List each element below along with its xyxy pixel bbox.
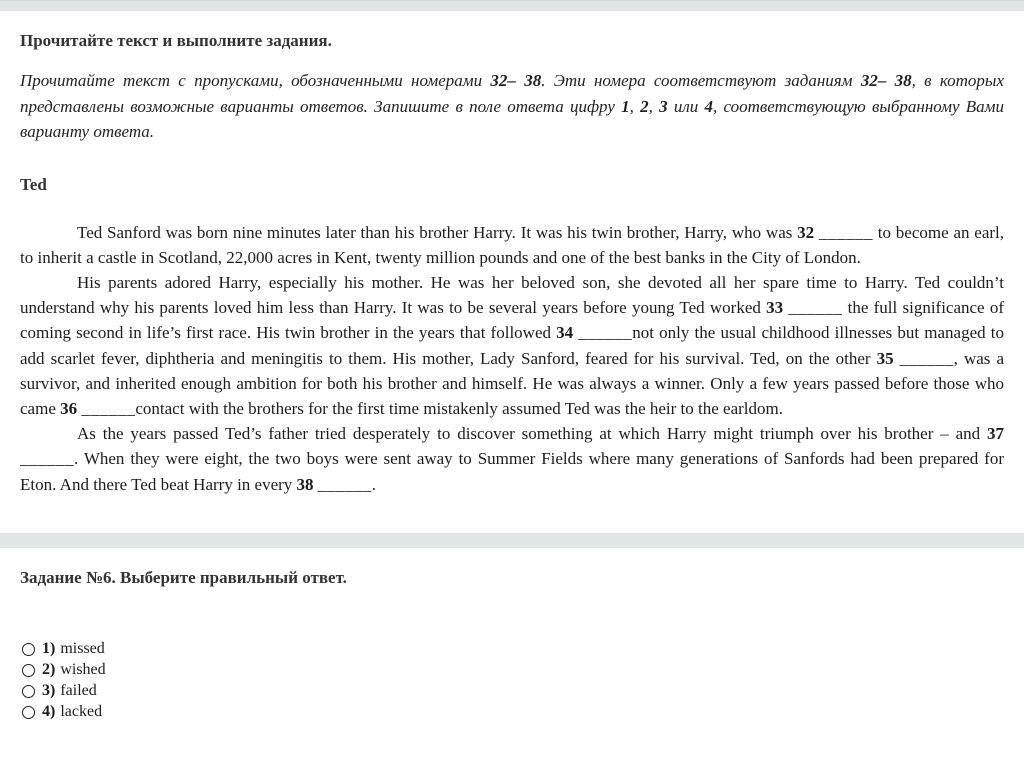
option-label: lacked — [60, 703, 103, 721]
task-instructions — [20, 68, 1004, 145]
option-number: 1) — [42, 640, 56, 658]
text-run: His parents adored Harry, especially his mother. He was her beloved son, she devoted all her spare time to Harry. Ted couldn’t understand why his parents loved him less than Harry. It was to be several years before young Ted worked — [20, 272, 1004, 318]
text-run: 1 — [621, 96, 630, 116]
answer-option-1[interactable] — [20, 639, 1004, 660]
text-run: 36 — [60, 398, 82, 418]
option-number: 3) — [42, 682, 56, 700]
text-run: , — [629, 96, 641, 116]
answer-blank: ______ — [899, 348, 954, 368]
reading-paragraph-2 — [20, 270, 1004, 421]
text-run: . — [371, 474, 377, 494]
text-run: contact with the brothers for the first time mistakenly assumed Ted was the heir to the earldom. — [135, 398, 783, 418]
question-section — [0, 567, 1024, 723]
text-run: 32– 38 — [490, 71, 542, 90]
text-run: 34 — [556, 323, 579, 343]
text-run: , соответствующую выбранному Вами варианту ответа. — [20, 96, 1005, 141]
text-run: not only the usual childhood illnesses but managed to add scarlet fever, diphtheria and meningitis to them. His mother, Lady Sanford, feared for his survival. Ted, on the other — [20, 323, 1004, 368]
text-run: Ted Sanford was born nine minutes later than his brother Harry. It was his twin brother, Harry, who was — [77, 222, 798, 242]
text-run: 32– 38 — [860, 71, 912, 90]
option-number: 2) — [42, 661, 56, 679]
answer-blank: ______ — [317, 474, 372, 494]
answer-blank: ______ — [578, 323, 633, 343]
reading-section-heading: Прочитайте текст и выполните задания. — [20, 31, 332, 50]
text-run: 35 — [876, 348, 900, 368]
answer-blank: ______ — [81, 398, 136, 418]
radio-button-icon[interactable] — [22, 685, 35, 698]
text-run: , — [648, 96, 660, 116]
text-run: 2 — [640, 96, 649, 116]
text-run: As the years passed Ted’s father tried desperately to discover something at which Harry might triumph over his brother – and — [77, 424, 987, 444]
top-band — [0, 0, 1024, 11]
radio-button-icon[interactable] — [22, 664, 35, 677]
text-title: Ted — [20, 174, 47, 194]
text-run: the full significance of coming second in life’s first race. His twin brother in the years that followed — [20, 298, 1005, 343]
reading-paragraph-1 — [20, 220, 1004, 270]
option-label: failed — [60, 682, 97, 700]
text-run: 37 — [987, 424, 1004, 444]
answer-option-2[interactable] — [20, 660, 1004, 681]
text-run: 3 — [659, 96, 668, 116]
section-divider — [0, 533, 1024, 548]
text-run: . Эти номера соответствуют заданиям — [541, 71, 861, 90]
text-run: 4 — [704, 96, 713, 116]
option-number: 4) — [42, 703, 56, 721]
text-run: 32 — [797, 222, 819, 242]
answer-option-4[interactable] — [20, 702, 1004, 723]
radio-button-icon[interactable] — [22, 706, 35, 719]
option-label: missed — [60, 640, 105, 658]
option-label: wished — [60, 661, 106, 679]
text-run: 33 — [766, 298, 789, 318]
answer-blank: ______ — [20, 449, 74, 469]
text-run: to become an earl, to inherit a castle in Scotland, 22,000 acres in Kent, twenty million pounds and one of the best banks in the City of London. — [20, 222, 1005, 267]
answer-blank: ______ — [788, 298, 843, 318]
question-heading: Задание №6. Выберите правильный ответ. — [20, 567, 347, 587]
text-run: Прочитайте текст с пропусками, обозначенными номерами — [20, 71, 491, 90]
reading-paragraph-3 — [20, 421, 1004, 497]
reading-section — [0, 30, 1024, 497]
radio-button-icon[interactable] — [22, 643, 35, 656]
answer-options-group — [20, 639, 1004, 723]
text-run: , was a survivor, and inherited enough ambition for both his brother and himself. He was always a winner. Only a few years passed before those who came — [20, 348, 1005, 418]
text-run: , в которых представлены возможные варианты ответов. Запишите в поле ответа цифру — [20, 71, 1004, 116]
text-run: или — [667, 96, 705, 116]
text-run: . When they were eight, the two boys were sent away to Summer Fields where many generations of Sanfords had been prepared for Eton. And there Ted beat Harry in every — [20, 449, 1004, 494]
answer-option-3[interactable] — [20, 681, 1004, 702]
answer-blank: ______ — [818, 222, 873, 242]
text-run: 38 — [296, 474, 318, 494]
